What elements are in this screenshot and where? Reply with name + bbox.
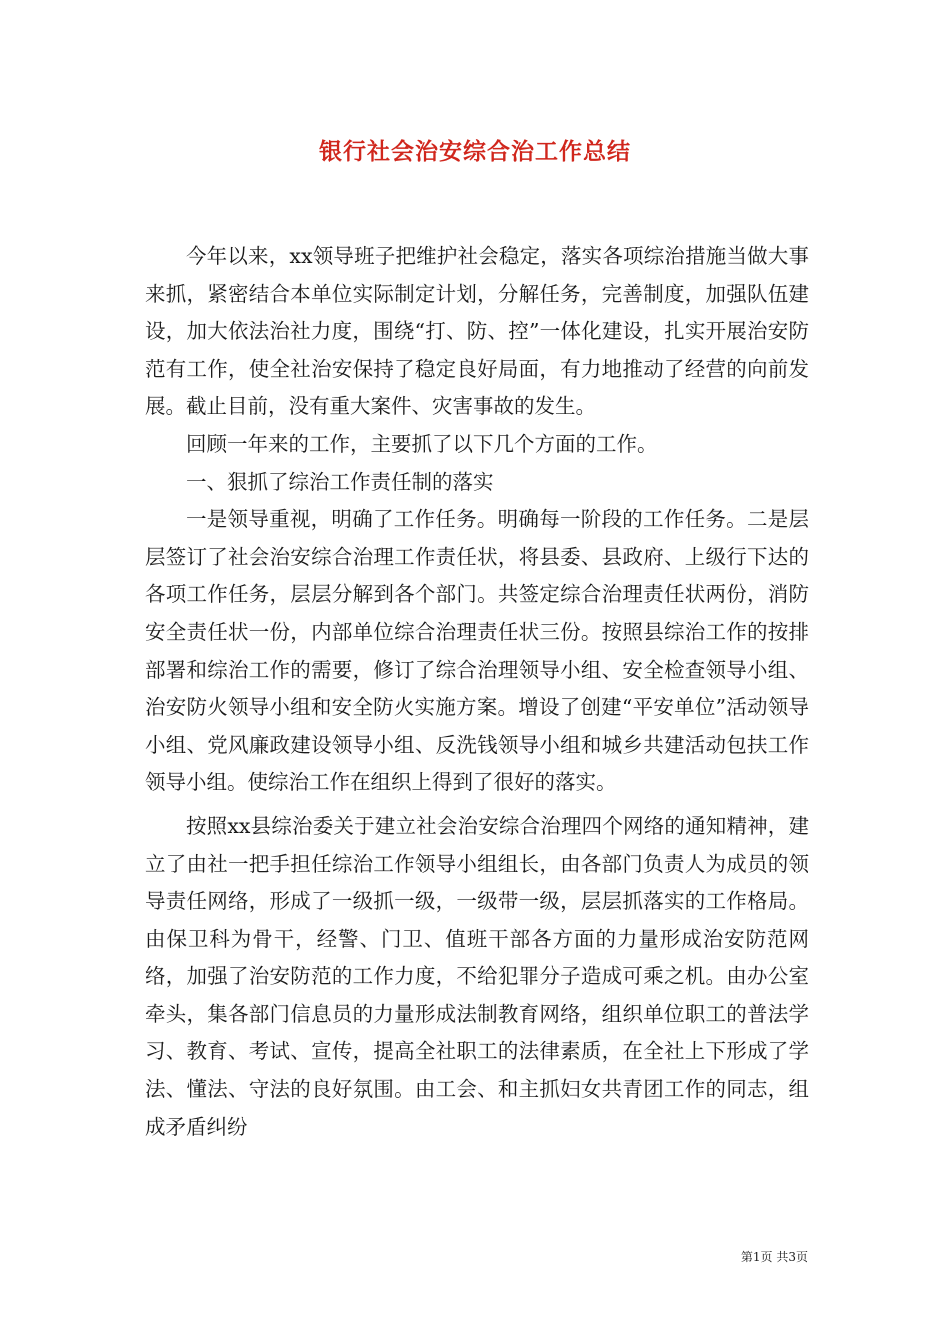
page-title: 银行社会治安综合治工作总结	[319, 138, 631, 165]
document-body	[145, 238, 809, 1146]
paragraph-network: 按照xx县综治委关于建立社会治安综合治理四个网络的通知精神，建立了由社一把手担任综治工作领导小组组长，由各部门负责人为成员的领导责任网络，形成了一级抓一级，一级带一级，层层抓落实的工作格局。由保卫科为骨干，经警、门卫、值班干部各方面的力量形成治安防范网络，加强了治安防范的工作力度，不给犯罪分子造成可乘之机。由办公室牵头，集各部门信息员的力量形成法制教育网络，组织单位职工的普法学习、教育、考试、宣传，提高全社职工的法律素质，在全社上下形成了学法、懂法、守法的良好氛围。由工会、和主抓妇女共青团工作的同志，组成矛盾纠纷	[145, 813, 809, 1139]
paragraph-responsibility: 一是领导重视，明确了工作任务。明确每一阶段的工作任务。二是层层签订了社会治安综合治理工作责任状，将县委、县政府、上级行下达的各项工作任务，层层分解到各个部门。共签定综合治理责任状两份，消防安全责任状一份，内部单位综合治理责任状三份。按照县综治工作的按排部署和综治工作的需要，修订了综合治理领导小组、安全检查领导小组、治安防火领导小组和安全防火实施方案。增设了创建“平安单位”活动领导小组、党风廉政建设领导小组、反洗钱领导小组和城乡共建活动包扶工作领导小组。使综治工作在组织上得到了很好的落实。	[145, 507, 809, 795]
paragraph-intro: 今年以来，xx领导班子把维护社会稳定，落实各项综治措施当做大事来抓，紧密结合本单位实际制定计划，分解任务，完善制度，加强队伍建设，加大依法治社力度，围绕“打、防、控”一体化建设，扎实开展治安防范有工作，使全社治安保持了稳定良好局面，有力地推动了经营的向前发展。截止目前，没有重大案件、灾害事故的发生。	[145, 244, 809, 419]
paragraph-review: 回顾一年来的工作，主要抓了以下几个方面的工作。	[186, 431, 658, 456]
section-heading-1: 一、狠抓了综治工作责任制的落实	[186, 469, 494, 494]
page-number: 第1页 共3页	[740, 1250, 808, 1264]
